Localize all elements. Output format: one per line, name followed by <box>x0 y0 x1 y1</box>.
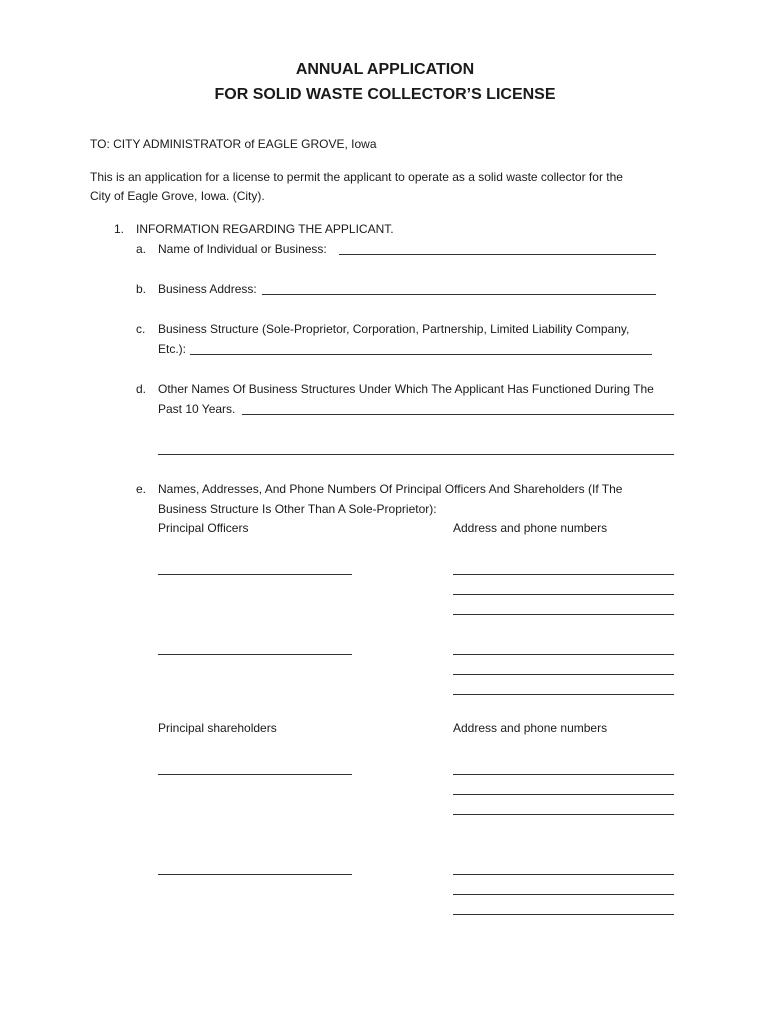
document-title-line1: ANNUAL APPLICATION <box>295 61 475 78</box>
item-c-marker: c. <box>136 322 146 336</box>
business-structure-field[interactable] <box>190 354 652 355</box>
business-name-field[interactable] <box>339 254 656 255</box>
shareholder-2-address-field-1[interactable] <box>453 874 674 875</box>
item-d-marker: d. <box>136 382 147 396</box>
item-c-text-line2: Etc.): <box>158 342 187 356</box>
item-a-label: Name of Individual or Business: <box>158 242 327 256</box>
officer-1-name-field[interactable] <box>158 574 352 575</box>
officers-address-header: Address and phone numbers <box>453 521 608 535</box>
shareholder-1-address-field-2[interactable] <box>453 794 674 795</box>
item-b-marker: b. <box>136 282 147 296</box>
item-d-text-line1: Other Names Of Business Structures Under Which The Applicant Has Functioned During The <box>158 382 654 396</box>
shareholder-1-name-field[interactable] <box>158 774 352 775</box>
intro-line-2: City of Eagle Grove, Iowa. (City). <box>90 189 265 203</box>
other-names-field-1[interactable] <box>242 414 674 415</box>
item-e-marker: e. <box>136 482 147 496</box>
principal-officers-header: Principal Officers <box>158 521 249 535</box>
shareholder-1-address-field-3[interactable] <box>453 814 674 815</box>
shareholder-1-address-field-1[interactable] <box>453 774 674 775</box>
addressee-line: TO: CITY ADMINISTRATOR of EAGLE GROVE, Iowa <box>90 137 377 151</box>
item-d-text-line2: Past 10 Years. <box>158 402 236 416</box>
shareholders-address-header: Address and phone numbers <box>453 721 608 735</box>
item-c-text-line1: Business Structure (Sole-Proprietor, Corporation, Partnership, Limited Liability Company, <box>158 322 630 336</box>
officer-2-name-field[interactable] <box>158 654 352 655</box>
shareholder-2-address-field-2[interactable] <box>453 894 674 895</box>
intro-line-1: This is an application for a license to permit the applicant to operate as a solid waste collector for the <box>90 170 623 184</box>
officer-1-address-field-3[interactable] <box>453 614 674 615</box>
officer-2-address-field-2[interactable] <box>453 674 674 675</box>
officer-1-address-field-2[interactable] <box>453 594 674 595</box>
item-e-text-line1: Names, Addresses, And Phone Numbers Of Principal Officers And Shareholders (If The <box>158 482 623 496</box>
item-e-text-line2: Business Structure Is Other Than A Sole-Proprietor): <box>158 502 437 516</box>
officer-1-address-field-1[interactable] <box>453 574 674 575</box>
officer-2-address-field-1[interactable] <box>453 654 674 655</box>
shareholder-2-address-field-3[interactable] <box>453 914 674 915</box>
officer-2-address-field-3[interactable] <box>453 694 674 695</box>
section-number: 1. <box>114 222 125 236</box>
item-a-marker: a. <box>136 242 147 256</box>
other-names-field-2[interactable] <box>158 454 674 455</box>
section-heading: INFORMATION REGARDING THE APPLICANT. <box>136 222 394 236</box>
shareholder-2-name-field[interactable] <box>158 874 352 875</box>
principal-shareholders-header: Principal shareholders <box>158 721 277 735</box>
item-b-label: Business Address: <box>158 282 257 296</box>
business-address-field[interactable] <box>262 294 656 295</box>
document-title-line2: FOR SOLID WASTE COLLECTOR’S LICENSE <box>214 86 556 103</box>
